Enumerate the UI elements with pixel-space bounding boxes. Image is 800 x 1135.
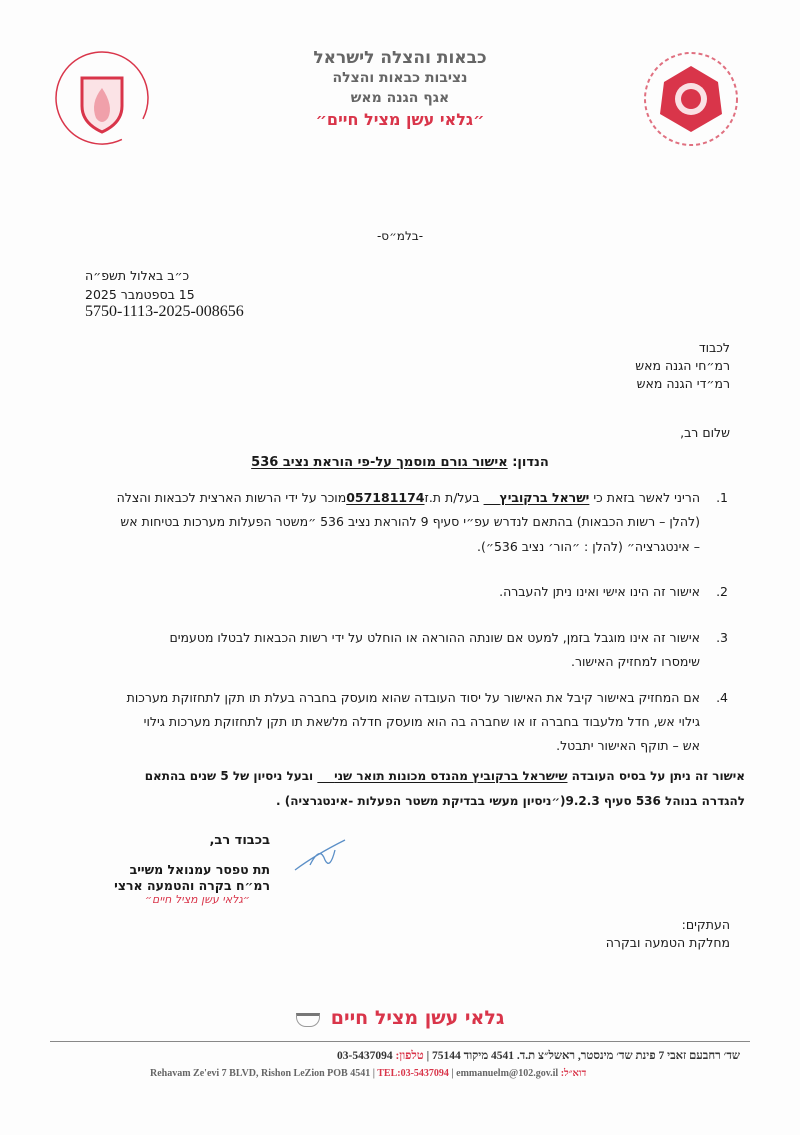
text: הריני לאשר בזאת כי	[589, 490, 700, 505]
email-label: :דוא״ל	[560, 1068, 587, 1079]
hebrew-date: כ״ב באלול תשפ״ה	[85, 268, 190, 283]
signature-slogan: ״גלאי עשן מציל חיים״	[144, 893, 250, 906]
address: שד׳ רחבעם זאבי 7 פינת שד׳ מינסטר, ראשל״צ ת.ד. 4541 מיקוד 75144 |	[426, 1050, 740, 1062]
greeting: שלום רב,	[680, 425, 730, 440]
item-1-line: (להלן – רשות הכבאות) בהתאם לנדרש עפ״י סעיף 9 להוראת נציב 536 ״משטר הפעלות מערכות בטיחות אש	[120, 514, 700, 529]
item-number: 4.	[716, 690, 728, 705]
text: בעל/ת ת.ז	[424, 490, 484, 505]
handwritten-signature	[290, 835, 350, 880]
item-4-line: אש – תוקף האישור יתבטל.	[556, 738, 700, 753]
footer-address-en: Rehavam Ze'evi 7 BLVD, Rishon LeZion POB 4541 | TEL:03-5437094 | emmanuelm@102.gov.il :דוא״ל	[150, 1068, 587, 1079]
cc-label: העתקים:	[681, 917, 730, 932]
closing-paragraph-line	[45, 769, 745, 783]
signer-name: תת טפסר עמנואל משייב	[129, 862, 270, 877]
item-1-line	[60, 490, 700, 505]
fire-rescue-emblem	[636, 44, 746, 154]
item-2-line: אישור זה הינו אישי ואינו ניתן להעברה.	[499, 584, 700, 599]
org-name: כבאות והצלה לישראל	[313, 48, 487, 68]
signature-regards: בכבוד רב,	[209, 833, 270, 848]
footer-slogan: גלאי עשן מציל חיים	[330, 1007, 505, 1029]
tel-en: TEL:03-5437094	[377, 1068, 449, 1079]
gregorian-date: 15 בספטמבר 2025	[85, 287, 195, 302]
recipient-line: רמ״די הגנה מאש	[636, 376, 730, 391]
qualification: שישראל ברקוביץ מהנדס מכונות תואר שני	[334, 769, 568, 783]
cc-line: מחלקת הטמעה ובקרה	[605, 935, 730, 950]
recipient-line: רמ״חי הגנה מאש	[635, 358, 730, 373]
item-number: 3.	[716, 630, 728, 645]
fire-prevention-logo	[52, 48, 152, 148]
closing-paragraph-line: להגדרה בנוהל 536 סעיף 9.2.3(״ניסיון מעשי בבדיקת משטר הפעלות -אינטגרציה) .	[276, 794, 745, 808]
id-number: 057181174	[346, 490, 425, 505]
footer-slogan-block	[280, 1007, 520, 1029]
subject-line	[200, 455, 600, 470]
address-en: Rehavam Ze'evi 7 BLVD, Rishon LeZion POB 4541 |	[150, 1068, 375, 1079]
certified-person-name: ישראל ברקוביץ	[499, 490, 590, 505]
footer-divider	[50, 1041, 750, 1042]
text: אישור זה ניתן על בסיס העובדה	[567, 769, 745, 783]
item-4-line: גילוי אש, חדל מלעבוד בחברה זו או שחברה בה הוא מועסק חדלה מלשאת תו תקן לתחזוקת מערכות גילוי	[143, 714, 700, 729]
item-number: 2.	[716, 584, 728, 599]
text: מוכר על ידי הרשות הארצית לכבאות והצלה	[116, 490, 347, 505]
signer-title: רמ״ח בקרה והטמעה ארצי	[114, 878, 270, 893]
footer-address-he	[140, 1050, 740, 1062]
text: ובעל ניסיון של 5 שנים בהתאם	[144, 769, 318, 783]
phone-label: טלפון:	[395, 1050, 424, 1062]
item-3-line: שימסרו למחזיק האישור.	[570, 654, 700, 669]
smoke-detector-icon	[296, 1013, 320, 1027]
classification: -בלמ״ס-	[376, 229, 424, 243]
email-link[interactable]: emmanuelm@102.gov.il	[456, 1068, 559, 1079]
header-slogan: ״גלאי עשן מציל חיים״	[315, 110, 485, 129]
department-name: אגף הגנה מאש	[350, 90, 450, 106]
to-label: לכבוד	[698, 340, 730, 355]
reference-number: 5750-1113-2025-008656	[85, 303, 244, 320]
sub-org-name: נציבות כבאות והצלה	[332, 70, 468, 86]
item-3-line: אישור זה אינו מוגבל בזמן, למעט אם שונתה ההוראה או הוחלט על ידי רשות הכבאות לבטלו מטעמים	[169, 630, 700, 645]
phone: 03-5437094	[336, 1050, 393, 1062]
item-1-line: – אינטגרציה״ (להלן : ״הור׳ נציב 536״).	[477, 539, 700, 554]
item-4-line: אם המחזיק באישור קיבל את האישור על יסוד העובדה שהוא מועסק בחברה בעלת תו תקן לתחזוקת מערכות	[126, 690, 700, 705]
subject-text: אישור גורם מוסמך על-פי הוראת נציב 536	[251, 455, 508, 470]
subject-label: הנדון:	[512, 455, 549, 470]
item-number: 1.	[716, 490, 728, 505]
